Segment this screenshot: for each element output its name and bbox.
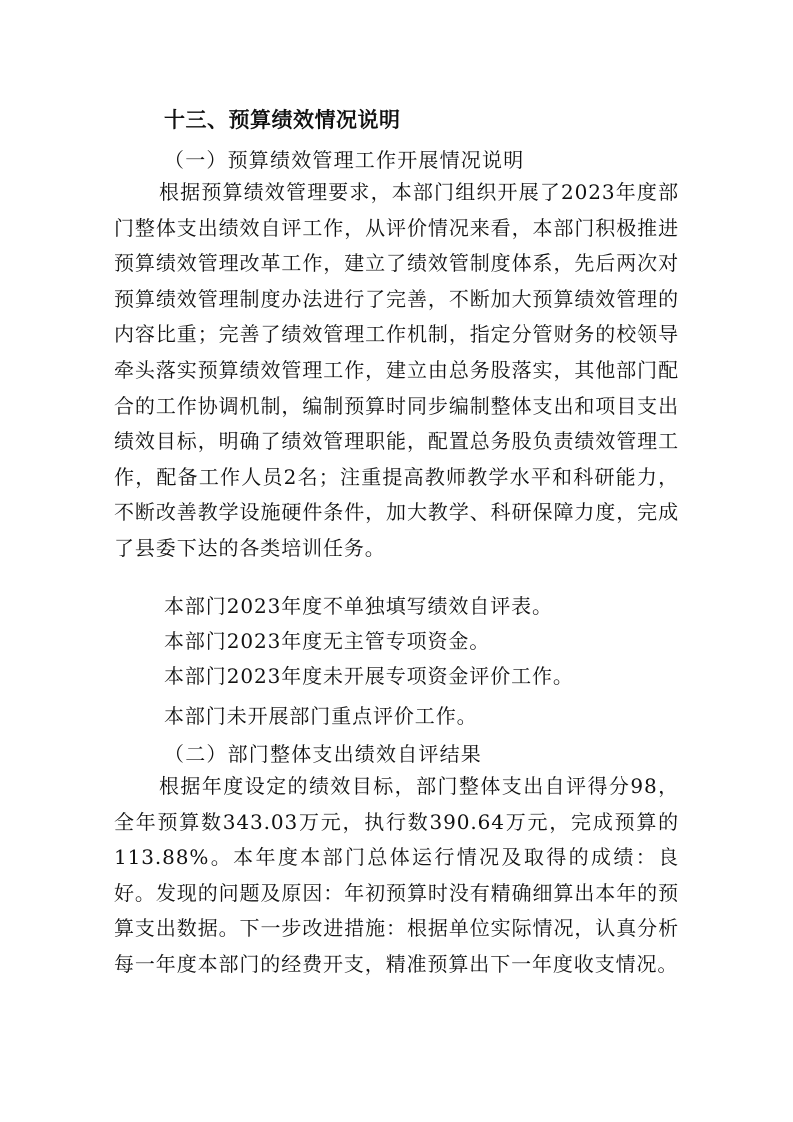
paragraph-self-evaluation-results: 根据年度设定的绩效目标，部门整体支出自评得分98，全年预算数343.03万元，执行数390.64万元，完成预算的113.88%。本年度本部门总体运行情况及取得的成绩：良好。发现的问题及原因：年初预算时没有精确细算出本年的预算支出数据。下一步改进措施：根据单位实际情况，认真分析每一年度本部门的经费开支，精准预算出下一年度收支情况。 — [114, 774, 679, 976]
statement-special-funds-evaluation: 本部门2023年度未开展专项资金评价工作。 — [164, 664, 574, 688]
statement-self-evaluation-form: 本部门2023年度不单独填写绩效自评表。 — [164, 594, 553, 618]
subheading-self-evaluation-results: （二）部门整体支出绩效自评结果 — [164, 742, 482, 766]
paragraph-management-overview: 根据预算绩效管理要求，本部门组织开展了2023年度部门整体支出绩效自评工作，从评价情况来看，本部门积极推进预算绩效管理改革工作，建立了绩效管制度体系，先后两次对预算绩效管理制度办法进行了完善，不断加大预算绩效管理的内容比重；完善了绩效管理工作机制，指定分管财务的校领导牵头落实预算绩效管理工作，建立由总务股落实，其他部门配合的工作协调机制，编制预算时同步编制整体支出和项目支出绩效目标，明确了绩效管理职能，配置总务股负责绩效管理工作，配备工作人员2名；注重提高教师教学水平和科研能力，不断改善教学设施硬件条件，加大教学、科研保障力度，完成了县委下达的各类培训任务。 — [114, 180, 679, 560]
section-heading: 十三、预算绩效情况说明 — [164, 108, 401, 132]
subheading-budget-performance-management: （一）预算绩效管理工作开展情况说明 — [164, 148, 525, 172]
statement-key-evaluation: 本部门未开展部门重点评价工作。 — [164, 704, 478, 728]
statement-special-funds: 本部门2023年度无主管专项资金。 — [164, 629, 491, 653]
